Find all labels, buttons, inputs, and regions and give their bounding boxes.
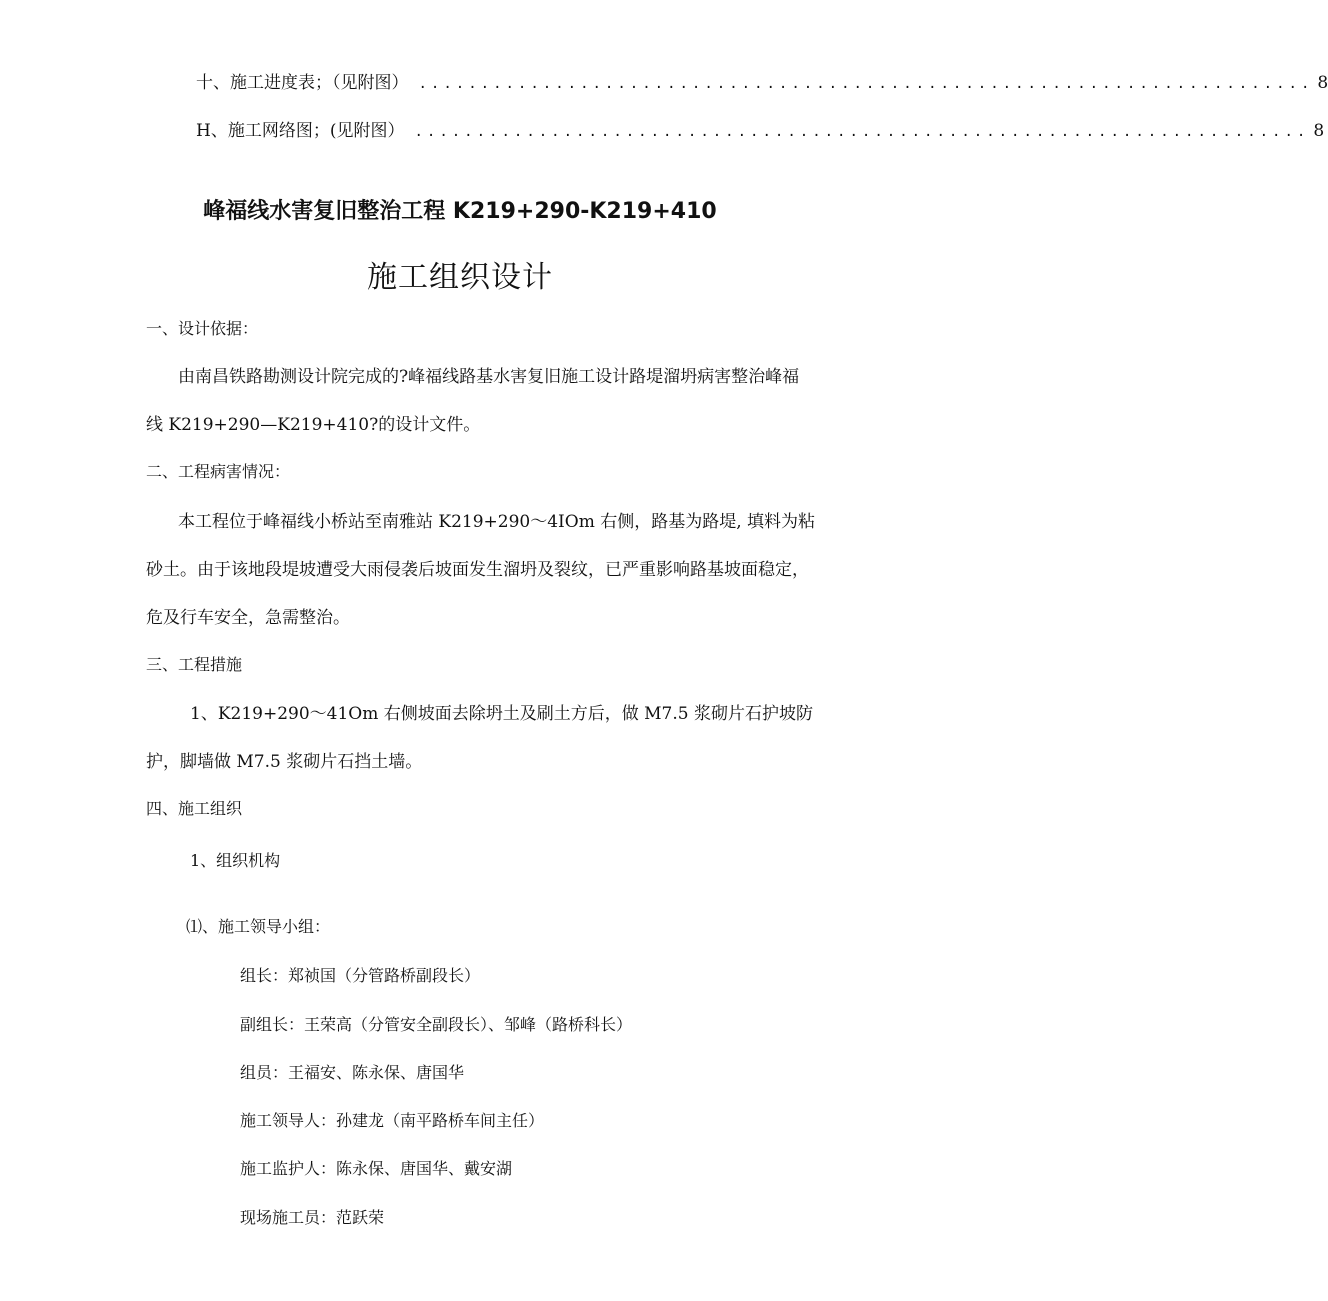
paragraph-line: 本工程位于峰福线小桥站至南雅站 K219+290～4IOm 右侧，路基为路堤, 填料为粘	[178, 512, 816, 532]
member-line: 副组长：王荣高（分管安全副段长）、邹峰（路桥科长）	[240, 1015, 633, 1034]
member-line: 施工监护人：陈永保、唐国华、戴安湖	[240, 1159, 513, 1178]
toc-leader-dots: ........................................................................	[418, 76, 1314, 92]
paragraph-line: 护，脚墙做 M7.5 浆砌片石挡土墙。	[146, 752, 423, 772]
paragraph-line: 线 K219+290—K219+410?的设计文件。	[146, 415, 481, 435]
toc-entry-label: 十、施工进度表；（见附图）	[196, 73, 409, 93]
member-line: 现场施工员：范跃荣	[240, 1208, 385, 1227]
section-heading: 四、施工组织	[146, 799, 243, 818]
toc-page-number: 8	[1317, 73, 1328, 93]
section-heading: 一、设计依据：	[146, 319, 259, 338]
section-heading: 二、工程病害情况：	[146, 462, 291, 481]
member-line: 组长：郑祯国（分管路桥副段长）	[240, 966, 481, 985]
member-line: 施工领导人：孙建龙（南平路桥车间主任）	[240, 1111, 545, 1130]
subsection-heading: 1、组织机构	[190, 851, 281, 870]
document-title: 峰福线水害复旧整治工程 K219+290-K219+410	[203, 199, 717, 224]
toc-entry[interactable]	[196, 116, 1325, 144]
document-subtitle: 施工组织设计	[367, 260, 553, 295]
toc-page-number: 8	[1313, 121, 1325, 141]
paragraph-line: 危及行车安全，急需整治。	[146, 608, 350, 628]
paragraph-line: 由南昌铁路勘测设计院完成的?峰福线路基水害复旧施工设计路堤溜坍病害整治峰福	[178, 367, 800, 387]
subsection-item: ⑴、施工领导小组：	[186, 917, 331, 936]
paragraph-line: 1、K219+290～41Om 右侧坡面去除坍土及刷土方后，做 M7.5 浆砌片石护坡防	[190, 704, 813, 724]
section-heading: 三、工程措施	[146, 655, 243, 674]
toc-entry[interactable]	[196, 68, 1328, 96]
paragraph-line: 砂土。由于该地段堤坡遭受大雨侵袭后坡面发生溜坍及裂纹，已严重影响路基坡面稳定，	[146, 560, 809, 580]
toc-leader-dots: ........................................................................	[414, 124, 1310, 140]
member-line: 组员：王福安、陈永保、唐国华	[240, 1063, 465, 1082]
toc-entry-label: H、施工网络图；(见附图）	[196, 121, 405, 141]
